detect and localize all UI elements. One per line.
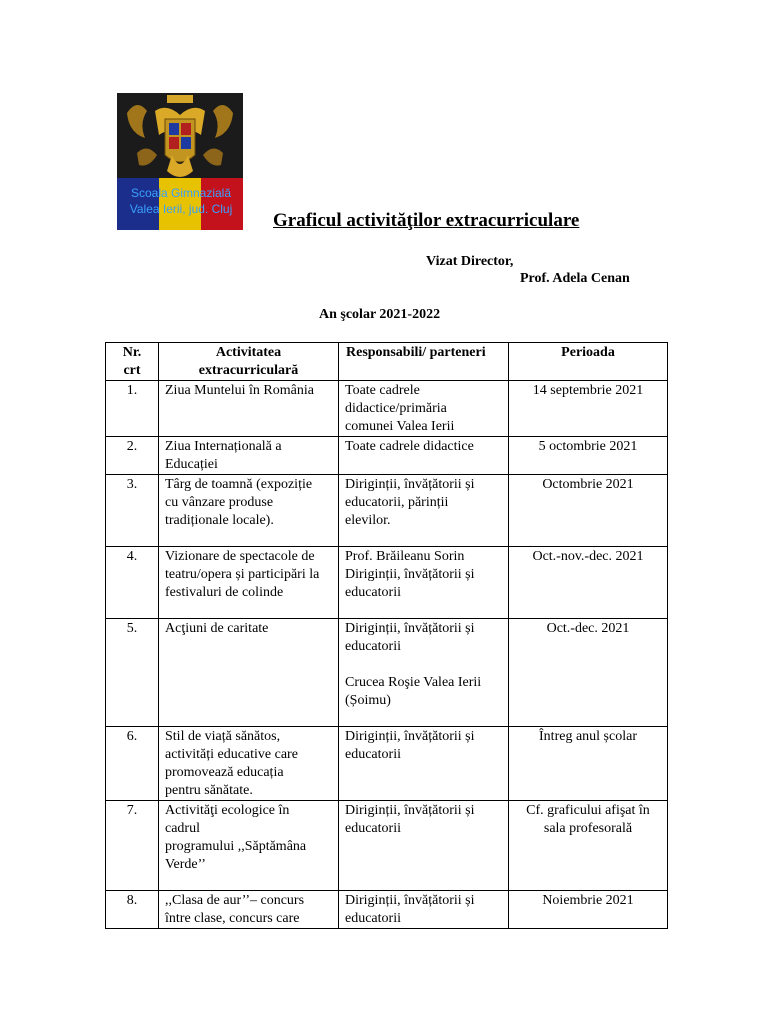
row-responsible (339, 547, 509, 619)
activity-line: Verde’’ (165, 857, 206, 872)
row-period: Oct.-dec. 2021 (509, 619, 668, 727)
activity-line: Acţiuni de caritate (165, 621, 269, 636)
responsible-line: educatorii, părinții (345, 495, 449, 510)
director-name: Prof. Adela Cenan (520, 271, 630, 286)
header-period: Perioada (509, 343, 668, 381)
row-nr: 2. (106, 437, 159, 475)
responsible-line: elevilor. (345, 513, 391, 528)
row-responsible (339, 619, 509, 727)
table-row (106, 801, 668, 891)
row-period: Noiembrie 2021 (509, 891, 668, 929)
row-period: Octombrie 2021 (509, 475, 668, 547)
row-nr: 7. (106, 801, 159, 891)
responsible-line: educatorii (345, 747, 401, 762)
table-row (106, 475, 668, 547)
activity-line: activități educative care (165, 747, 298, 762)
responsible-line: didactice/primăria (345, 401, 447, 416)
row-period: Oct.-nov.-dec. 2021 (509, 547, 668, 619)
responsible-line: educatorii (345, 821, 401, 836)
header-activity-line2: extracurriculară (198, 363, 299, 378)
row-nr: 8. (106, 891, 159, 929)
responsible-line: Diriginții, învățătorii și (345, 477, 475, 492)
activity-line: cadrul (165, 821, 200, 836)
row-period: Întreg anul școlar (509, 727, 668, 801)
responsible-line: (Șoimu) (345, 693, 391, 708)
header-nr-line1: Nr. (122, 345, 142, 360)
approval-label: Vizat Director, (426, 254, 514, 269)
row-activity (159, 891, 339, 929)
row-period (509, 801, 668, 891)
responsible-line: educatorii (345, 911, 401, 926)
activity-line: tradiționale locale). (165, 513, 274, 528)
activities-table (105, 342, 668, 929)
responsible-line: Crucea Roşie Valea Ierii (345, 675, 482, 690)
responsible-line: Toate cadrele didactice (345, 439, 474, 454)
activity-line: între clase, concurs care (165, 911, 300, 926)
activity-line: promovează educația (165, 765, 284, 780)
activity-line: Ziua Internațională a (165, 439, 282, 454)
row-responsible (339, 727, 509, 801)
activity-line: Stil de viață sănătos, (165, 729, 281, 744)
activity-line: cu vânzare produse (165, 495, 274, 510)
school-year: An şcolar 2021-2022 (319, 307, 441, 322)
row-nr: 5. (106, 619, 159, 727)
table-header-row (106, 343, 668, 381)
responsible-line: Prof. Brăileanu Sorin (345, 549, 465, 564)
table-row (106, 437, 668, 475)
line-gap (345, 656, 502, 674)
responsible-line: comunei Valea Ierii (345, 419, 455, 434)
header-responsible: Responsabili/ parteneri (339, 343, 509, 381)
logo-caption (121, 185, 241, 217)
header-nr-line2: crt (123, 363, 141, 378)
row-responsible (339, 801, 509, 891)
responsible-line: Diriginții, învățătorii și (345, 567, 475, 582)
school-logo (117, 93, 243, 230)
activity-line: Vizionare de spectacole de (165, 549, 315, 564)
table-row (106, 891, 668, 929)
activity-line: Activităţi ecologice în (165, 803, 290, 818)
activity-line: pentru sănătate. (165, 783, 253, 798)
row-activity (159, 727, 339, 801)
responsible-line: Diriginții, învățătorii și (345, 803, 475, 818)
row-activity (159, 619, 339, 727)
period-line: Cf. graficului afişat în (526, 803, 650, 818)
row-nr: 3. (106, 475, 159, 547)
header-activity (159, 343, 339, 381)
header-activity-line1: Activitatea (215, 345, 282, 360)
row-activity (159, 801, 339, 891)
table-row (106, 619, 668, 727)
activity-line: festivaluri de colinde (165, 585, 284, 600)
responsible-line: educatorii (345, 585, 401, 600)
row-nr: 1. (106, 381, 159, 437)
row-responsible (339, 437, 509, 475)
logo-caption-line2: Valea Ierii, jud. Cluj (129, 202, 233, 216)
period-line: sala profesorală (543, 821, 633, 836)
activity-line: programului ,,Săptămâna (165, 839, 307, 854)
responsible-line: Diriginții, învățătorii și (345, 893, 475, 908)
row-activity (159, 437, 339, 475)
document-title: Graficul activităţilor extracurriculare (273, 210, 580, 231)
row-responsible (339, 891, 509, 929)
row-responsible (339, 475, 509, 547)
table-row (106, 381, 668, 437)
activity-line: Educației (165, 457, 218, 472)
activity-line: ,,Clasa de aur’’– concurs (165, 893, 305, 908)
table-row (106, 727, 668, 801)
activity-line: Târg de toamnă (expoziție (165, 477, 313, 492)
activity-line: Ziua Muntelui în România (165, 383, 314, 398)
row-nr: 6. (106, 727, 159, 801)
row-responsible (339, 381, 509, 437)
row-period: 5 octombrie 2021 (509, 437, 668, 475)
row-period: 14 septembrie 2021 (509, 381, 668, 437)
table-row (106, 547, 668, 619)
row-activity (159, 475, 339, 547)
logo-caption-line1: Scoala Gimnazială (130, 186, 232, 200)
responsible-line: Diriginții, învățătorii și (345, 729, 475, 744)
responsible-line: Diriginții, învățătorii și (345, 621, 475, 636)
row-activity (159, 547, 339, 619)
header-nr (106, 343, 159, 381)
responsible-line: educatorii (345, 639, 401, 654)
row-nr: 4. (106, 547, 159, 619)
activity-line: teatru/opera și participări la (165, 567, 320, 582)
responsible-line: Toate cadrele (345, 383, 420, 398)
row-activity (159, 381, 339, 437)
